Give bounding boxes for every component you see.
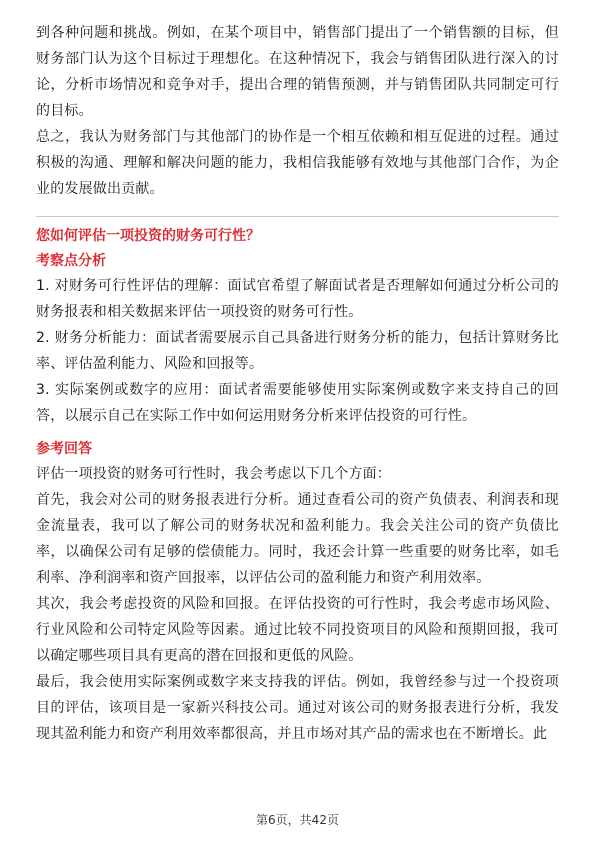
answer-heading: 参考回答 [36, 441, 92, 457]
section-divider [36, 216, 559, 217]
intro-paragraph: 总之，我认为财务部门与其他部门的协作是一个相互依赖和相互促进的过程。通过积极的沟通、理解和解决问题的能力，我相信我能够有效地与其他部门合作，为企业的发展做出贡献。 [36, 129, 559, 197]
intro-paragraph: 到各种问题和挑战。例如，在某个项目中，销售部门提出了一个销售额的目标，但财务部门认为这个目标过于理想化。在这种情况下，我会与销售团队进行深入的讨论，分析市场情况和竞争对手，提出合理的销售预测，并与销售团队共同制定可行的目标。 [36, 25, 559, 119]
question-title: 您如何评估一项投资的财务可行性？ [36, 228, 260, 244]
page-number: 第6页，共42页 [256, 813, 339, 827]
question-section [36, 223, 559, 747]
answer-paragraph: 评估一项投资的财务可行性时，我会考虑以下几个方面： [36, 466, 391, 482]
answer-paragraph: 最后，我会使用实际案例或数字来支持我的评估。例如，我曾经参与过一个投资项目的评估，该项目是一家新兴科技公司。通过对该公司的财务报表进行分析，我发现其盈利能力和资产利用效率都很高，并且市场对其产品的需求也在不断增长。此 [36, 674, 559, 742]
intro-section [36, 20, 559, 202]
analysis-item: 1. 对财务可行性评估的理解：面试官希望了解面试者是否理解如何通过分析公司的财务报表和相关数据来评估一项投资的财务可行性。 [36, 278, 559, 320]
analysis-heading: 考察点分析 [36, 253, 106, 269]
analysis-item: 2. 财务分析能力：面试者需要展示自己具备进行财务分析的能力，包括计算财务比率、评估盈利能力、风险和回报等。 [36, 330, 559, 372]
analysis-item: 3. 实际案例或数字的应用：面试者需要能够使用实际案例或数字来支持自己的回答，以展示自己在实际工作中如何运用财务分析来评估投资的可行性。 [36, 382, 559, 424]
answer-paragraph: 其次，我会考虑投资的风险和回报。在评估投资的可行性时，我会考虑市场风险、行业风险和公司特定风险等因素。通过比较不同投资项目的风险和预期回报，我可以确定哪些项目具有更高的潜在回报和更低的风险。 [36, 596, 559, 664]
answer-paragraph: 首先，我会对公司的财务报表进行分析。通过查看公司的资产负债表、利润表和现金流量表，我可以了解公司的财务状况和盈利能力。我会关注公司的资产负债比率，以确保公司有足够的偿债能力。同时，我还会计算一些重要的财务比率，如毛利率、净利润率和资产回报率，以评估公司的盈利能力和资产利用效率。 [36, 492, 559, 586]
document-page [36, 20, 559, 747]
